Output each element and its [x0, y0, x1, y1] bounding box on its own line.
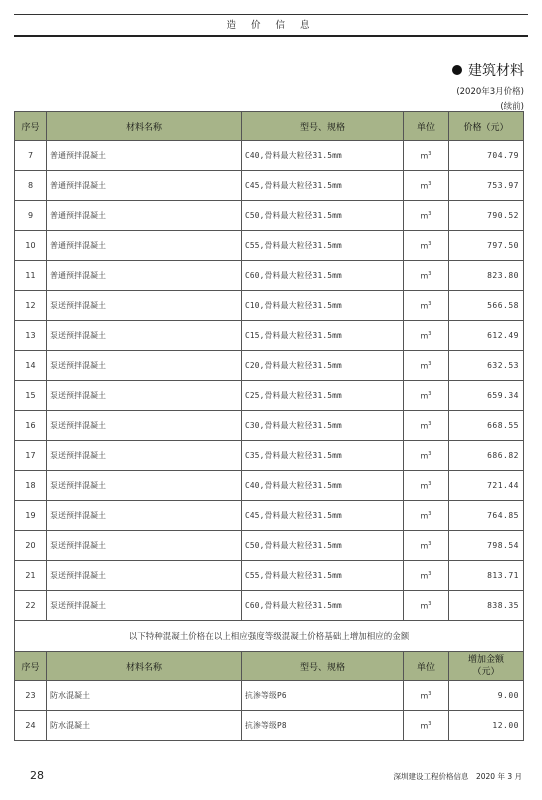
cell-unit [404, 711, 449, 741]
cell-price: 797.50 [449, 231, 524, 261]
cell-unit [404, 141, 449, 171]
cell-price: 790.52 [449, 201, 524, 231]
cell-price: 764.85 [449, 501, 524, 531]
table-row [15, 561, 524, 591]
cell-price: 659.34 [449, 381, 524, 411]
cell-no: 15 [15, 381, 47, 411]
cell-no: 12 [15, 291, 47, 321]
unit-base: m [420, 151, 429, 161]
header-unit: 单位 [404, 112, 449, 141]
section-title-text: 建筑材料 [468, 63, 524, 79]
table-row [15, 171, 524, 201]
unit-exponent: 3 [428, 180, 432, 187]
cell-no: 17 [15, 441, 47, 471]
cell-unit [404, 291, 449, 321]
unit-exponent: 3 [428, 240, 432, 247]
cell-name: 普通预拌混凝土 [47, 261, 242, 291]
table-row [15, 441, 524, 471]
header-name: 材料名称 [47, 112, 242, 141]
cell-no: 24 [15, 711, 47, 741]
cell-price: 612.49 [449, 321, 524, 351]
page-number: 28 [30, 769, 44, 782]
unit-exponent: 3 [428, 210, 432, 217]
cell-no: 10 [15, 231, 47, 261]
section-subtitle: (2020年3月价格) [456, 87, 524, 97]
cell-name: 泵送预拌混凝土 [47, 411, 242, 441]
unit-exponent: 3 [428, 420, 432, 427]
cell-unit [404, 411, 449, 441]
table-row [15, 681, 524, 711]
cell-spec: C55,骨料最大粒径31.5mm [242, 231, 404, 261]
unit-base: m [420, 271, 429, 281]
cell-no: 11 [15, 261, 47, 291]
cell-unit [404, 171, 449, 201]
cell-name: 泵送预拌混凝土 [47, 471, 242, 501]
cell-name: 泵送预拌混凝土 [47, 531, 242, 561]
unit-base: m [420, 511, 429, 521]
unit-exponent: 3 [428, 540, 432, 547]
cell-spec: 抗渗等级P6 [242, 681, 404, 711]
unit-exponent: 3 [428, 450, 432, 457]
header2-no: 序号 [15, 652, 47, 681]
cell-no: 14 [15, 351, 47, 381]
table-row [15, 141, 524, 171]
cell-name: 泵送预拌混凝土 [47, 321, 242, 351]
unit-base: m [420, 331, 429, 341]
header-no: 序号 [15, 112, 47, 141]
cell-unit [404, 561, 449, 591]
table-row [15, 351, 524, 381]
cell-spec: C45,骨料最大粒径31.5mm [242, 501, 404, 531]
unit-exponent: 3 [428, 360, 432, 367]
cell-spec: C25,骨料最大粒径31.5mm [242, 381, 404, 411]
unit-base: m [420, 541, 429, 551]
cell-spec: C10,骨料最大粒径31.5mm [242, 291, 404, 321]
unit-base: m [420, 601, 429, 611]
unit-exponent: 3 [428, 690, 432, 697]
cell-unit [404, 441, 449, 471]
cell-no: 18 [15, 471, 47, 501]
cell-price: 704.79 [449, 141, 524, 171]
cell-name: 普通预拌混凝土 [47, 141, 242, 171]
header2-price-line2: （元） [472, 667, 500, 677]
table-row [15, 411, 524, 441]
cell-name: 泵送预拌混凝土 [47, 381, 242, 411]
unit-base: m [420, 241, 429, 251]
cell-name: 泵送预拌混凝土 [47, 561, 242, 591]
unit-base: m [420, 691, 429, 701]
cell-spec: C40,骨料最大粒径31.5mm [242, 471, 404, 501]
cell-name: 普通预拌混凝土 [47, 201, 242, 231]
cell-name: 泵送预拌混凝土 [47, 291, 242, 321]
table-row [15, 261, 524, 291]
cell-price: 798.54 [449, 531, 524, 561]
unit-exponent: 3 [428, 720, 432, 727]
section-heading [452, 60, 524, 112]
cell-spec: C35,骨料最大粒径31.5mm [242, 441, 404, 471]
page-header-title: 造 价 信 息 [226, 20, 316, 31]
cell-no: 19 [15, 501, 47, 531]
header-price: 价格（元） [449, 112, 524, 141]
cell-spec: C50,骨料最大粒径31.5mm [242, 531, 404, 561]
cell-unit [404, 381, 449, 411]
header2-price-line1: 增加金额 [467, 655, 504, 665]
section-title [452, 60, 524, 80]
cell-name: 防水混凝土 [47, 711, 242, 741]
cell-price: 686.82 [449, 441, 524, 471]
table-row [15, 321, 524, 351]
unit-base: m [420, 181, 429, 191]
unit-exponent: 3 [428, 480, 432, 487]
cell-price: 566.58 [449, 291, 524, 321]
table-row [15, 471, 524, 501]
cell-no: 7 [15, 141, 47, 171]
cell-no: 22 [15, 591, 47, 621]
cell-no: 21 [15, 561, 47, 591]
unit-exponent: 3 [428, 570, 432, 577]
cell-unit [404, 681, 449, 711]
cell-no: 20 [15, 531, 47, 561]
unit-exponent: 3 [428, 270, 432, 277]
cell-unit [404, 321, 449, 351]
cell-name: 泵送预拌混凝土 [47, 441, 242, 471]
cell-price: 9.00 [449, 681, 524, 711]
cell-spec: C40,骨料最大粒径31.5mm [242, 141, 404, 171]
cell-spec: C60,骨料最大粒径31.5mm [242, 591, 404, 621]
cell-price: 813.71 [449, 561, 524, 591]
unit-base: m [420, 481, 429, 491]
cell-price: 632.53 [449, 351, 524, 381]
table-body-main [15, 141, 524, 621]
header-rule [14, 35, 528, 37]
unit-base: m [420, 301, 429, 311]
cell-name: 泵送预拌混凝土 [47, 501, 242, 531]
cell-spec: C45,骨料最大粒径31.5mm [242, 171, 404, 201]
cell-name: 普通预拌混凝土 [47, 171, 242, 201]
unit-base: m [420, 421, 429, 431]
publication-name: 深圳建设工程价格信息 2020 年 3 月 [393, 772, 522, 781]
table-row [15, 501, 524, 531]
unit-base: m [420, 451, 429, 461]
table-row [15, 531, 524, 561]
unit-base: m [420, 391, 429, 401]
table-header-row-2 [15, 652, 524, 681]
cell-no: 23 [15, 681, 47, 711]
table-row [15, 231, 524, 261]
unit-exponent: 3 [428, 330, 432, 337]
unit-exponent: 3 [428, 300, 432, 307]
table-row [15, 591, 524, 621]
cell-unit [404, 471, 449, 501]
unit-exponent: 3 [428, 510, 432, 517]
cell-name: 泵送预拌混凝土 [47, 351, 242, 381]
cell-no: 8 [15, 171, 47, 201]
note-text: 以下特种混凝土价格在以上相应强度等级混凝土价格基础上增加相应的金额 [15, 621, 524, 652]
cell-name: 泵送预拌混凝土 [47, 591, 242, 621]
header-spec: 型号、规格 [242, 112, 404, 141]
price-table [14, 111, 524, 741]
cell-price: 753.97 [449, 171, 524, 201]
cell-no: 9 [15, 201, 47, 231]
table-row [15, 291, 524, 321]
unit-base: m [420, 721, 429, 731]
cell-unit [404, 261, 449, 291]
note-row [15, 621, 524, 652]
cell-unit [404, 231, 449, 261]
cell-unit [404, 351, 449, 381]
unit-base: m [420, 361, 429, 371]
cell-spec: C30,骨料最大粒径31.5mm [242, 411, 404, 441]
cell-no: 16 [15, 411, 47, 441]
table-header-row [15, 112, 524, 141]
unit-exponent: 3 [428, 150, 432, 157]
cell-spec: C50,骨料最大粒径31.5mm [242, 201, 404, 231]
cell-price: 668.55 [449, 411, 524, 441]
unit-exponent: 3 [428, 390, 432, 397]
unit-base: m [420, 211, 429, 221]
table-row [15, 381, 524, 411]
section-continued: (续前) [500, 102, 524, 112]
cell-price: 721.44 [449, 471, 524, 501]
cell-unit [404, 201, 449, 231]
cell-no: 13 [15, 321, 47, 351]
cell-spec: C15,骨料最大粒径31.5mm [242, 321, 404, 351]
cell-price: 12.00 [449, 711, 524, 741]
cell-price: 838.35 [449, 591, 524, 621]
unit-base: m [420, 571, 429, 581]
cell-unit [404, 531, 449, 561]
cell-price: 823.80 [449, 261, 524, 291]
header2-price [449, 652, 524, 681]
cell-spec: C55,骨料最大粒径31.5mm [242, 561, 404, 591]
header2-name: 材料名称 [47, 652, 242, 681]
cell-name: 普通预拌混凝土 [47, 231, 242, 261]
table-row [15, 711, 524, 741]
bullet-icon [452, 65, 462, 75]
cell-spec: C20,骨料最大粒径31.5mm [242, 351, 404, 381]
header2-unit: 单位 [404, 652, 449, 681]
cell-spec: 抗渗等级P8 [242, 711, 404, 741]
table-body-extra [15, 681, 524, 741]
cell-unit [404, 591, 449, 621]
cell-unit [404, 501, 449, 531]
unit-exponent: 3 [428, 600, 432, 607]
header2-spec: 型号、规格 [242, 652, 404, 681]
cell-name: 防水混凝土 [47, 681, 242, 711]
cell-spec: C60,骨料最大粒径31.5mm [242, 261, 404, 291]
top-rule [14, 14, 528, 15]
table-row [15, 201, 524, 231]
